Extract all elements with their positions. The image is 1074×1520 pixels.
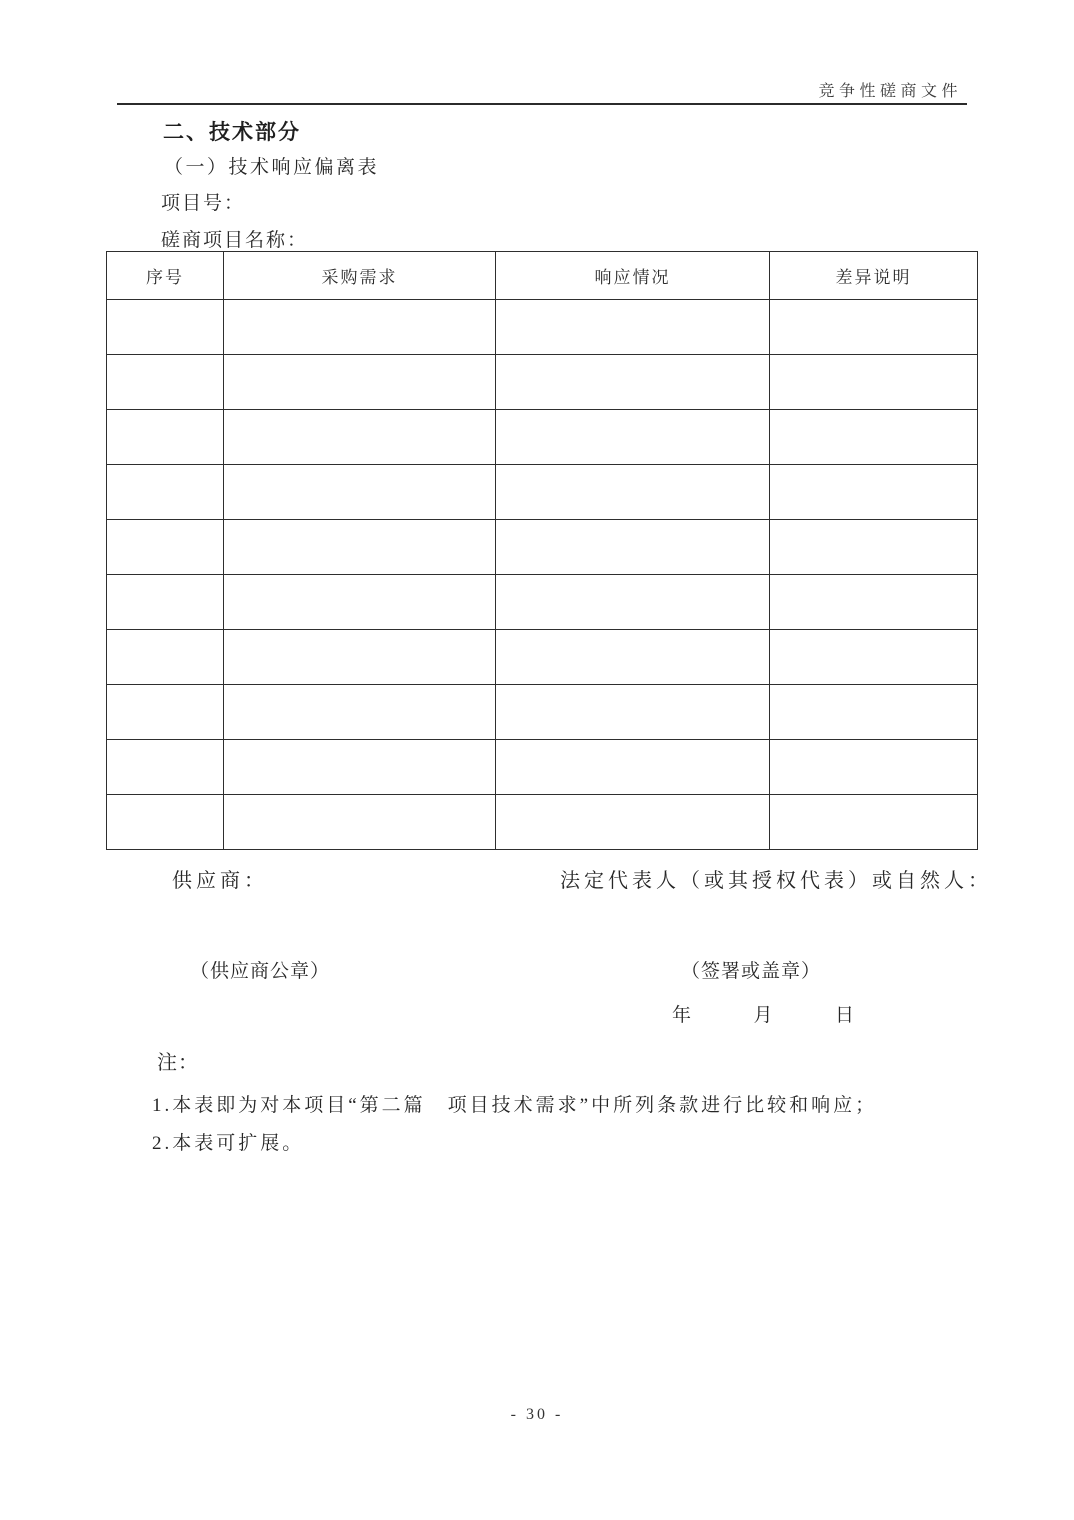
table-cell (770, 575, 978, 630)
table-cell (224, 575, 496, 630)
table-row (107, 795, 978, 850)
table-cell (107, 465, 224, 520)
table-cell (224, 630, 496, 685)
table-cell (770, 355, 978, 410)
table-cell (224, 465, 496, 520)
table-row (107, 410, 978, 465)
table-cell (496, 520, 770, 575)
subsection-title: （一）技术响应偏离表 (164, 157, 380, 178)
table-cell (107, 300, 224, 355)
table-row (107, 740, 978, 795)
table-cell (224, 740, 496, 795)
table-cell (107, 630, 224, 685)
deviation-table-body (107, 300, 978, 850)
table-row (107, 630, 978, 685)
table-cell (770, 795, 978, 850)
table-cell (770, 685, 978, 740)
project-no-label: 项目号： (161, 193, 246, 214)
table-row (107, 575, 978, 630)
table-cell (107, 795, 224, 850)
date-line (672, 1000, 854, 1027)
table-row (107, 465, 978, 520)
date-year-label: 年 (672, 1005, 692, 1026)
date-day-label: 日 (834, 1005, 854, 1026)
note-item: 1.本表即为对本项目“第二篇 项目技术需求”中所列条款进行比较和响应； (152, 1095, 878, 1116)
column-header-difference: 差异说明 (770, 252, 978, 300)
sign-seal-label: （签署或盖章） (681, 961, 822, 982)
section-title: 二、技术部分 (163, 121, 301, 144)
note-item: 2.本表可扩展。 (152, 1133, 305, 1154)
supplier-label: 供应商： (172, 870, 268, 892)
table-row (107, 355, 978, 410)
table-cell (107, 685, 224, 740)
legal-rep-label: 法定代表人（或其授权代表）或自然人： (560, 870, 992, 892)
table-cell (496, 355, 770, 410)
column-header-seq: 序号 (107, 252, 224, 300)
table-cell (107, 355, 224, 410)
table-cell (496, 575, 770, 630)
table-cell (107, 575, 224, 630)
table-cell (107, 410, 224, 465)
supplier-seal-label: （供应商公章） (190, 961, 331, 982)
doc-header-title: 竞争性磋商文件 (818, 83, 962, 100)
table-cell (770, 300, 978, 355)
table-row (107, 300, 978, 355)
table-cell (496, 465, 770, 520)
table-cell (496, 740, 770, 795)
column-header-response: 响应情况 (496, 252, 770, 300)
table-cell (224, 355, 496, 410)
notes-label: 注： (157, 1052, 199, 1074)
table-row (107, 520, 978, 575)
table-cell (770, 520, 978, 575)
table-cell (496, 630, 770, 685)
table-cell (224, 300, 496, 355)
table-cell (224, 685, 496, 740)
table-row (107, 685, 978, 740)
table-cell (107, 520, 224, 575)
column-header-requirement: 采购需求 (224, 252, 496, 300)
table-cell (224, 520, 496, 575)
project-name-label: 磋商项目名称： (161, 230, 309, 251)
table-cell (496, 795, 770, 850)
page-number: - 30 - (510, 1406, 564, 1423)
table-cell (107, 740, 224, 795)
table-cell (224, 410, 496, 465)
table-cell (496, 410, 770, 465)
header-rule (117, 103, 967, 105)
table-cell (224, 795, 496, 850)
table-cell (496, 685, 770, 740)
deviation-table (106, 251, 978, 850)
table-cell (770, 740, 978, 795)
table-cell (770, 630, 978, 685)
date-month-label: 月 (753, 1005, 773, 1026)
table-cell (770, 410, 978, 465)
table-header-row (107, 252, 978, 300)
table-cell (770, 465, 978, 520)
table-cell (496, 300, 770, 355)
